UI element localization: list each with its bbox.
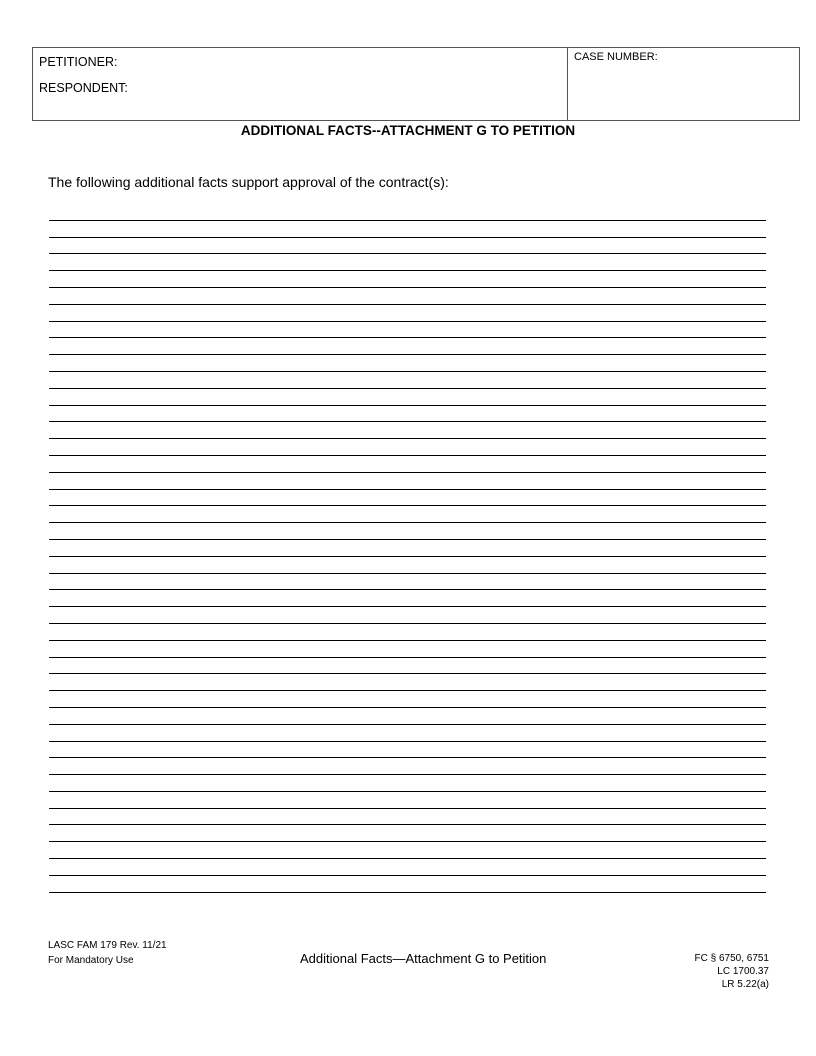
writing-line[interactable] [49, 674, 766, 691]
ref-lc: LC 1700.37 [717, 966, 769, 977]
writing-line[interactable] [49, 523, 766, 540]
writing-line[interactable] [49, 204, 766, 221]
writing-line[interactable] [49, 456, 766, 473]
writing-line[interactable] [49, 792, 766, 809]
writing-line[interactable] [49, 355, 766, 372]
writing-line[interactable] [49, 725, 766, 742]
writing-line[interactable] [49, 372, 766, 389]
party-names-box [33, 48, 568, 120]
writing-line[interactable] [49, 775, 766, 792]
petitioner-label: PETITIONER: [39, 55, 118, 69]
writing-line[interactable] [49, 389, 766, 406]
writing-line[interactable] [49, 473, 766, 490]
writing-line[interactable] [49, 809, 766, 826]
writing-line[interactable] [49, 758, 766, 775]
writing-line[interactable] [49, 876, 766, 893]
intro-text: The following additional facts support approval of the contract(s): [48, 174, 449, 190]
writing-line[interactable] [49, 540, 766, 557]
ref-fc: FC § 6750, 6751 [694, 953, 769, 964]
writing-line[interactable] [49, 590, 766, 607]
case-number-label: CASE NUMBER: [574, 51, 658, 63]
writing-line[interactable] [49, 658, 766, 675]
writing-line[interactable] [49, 338, 766, 355]
writing-line[interactable] [49, 708, 766, 725]
respondent-label: RESPONDENT: [39, 81, 128, 95]
case-number-box [568, 48, 799, 120]
writing-line[interactable] [49, 254, 766, 271]
writing-line[interactable] [49, 490, 766, 507]
writing-line[interactable] [49, 271, 766, 288]
writing-line[interactable] [49, 742, 766, 759]
writing-line[interactable] [49, 288, 766, 305]
writing-line[interactable] [49, 221, 766, 238]
footer-title: Additional Facts—Attachment G to Petition [300, 951, 547, 966]
page-title: ADDITIONAL FACTS--ATTACHMENT G TO PETITION [240, 123, 576, 138]
writing-line[interactable] [49, 422, 766, 439]
writing-line[interactable] [49, 607, 766, 624]
writing-line[interactable] [49, 557, 766, 574]
writing-line[interactable] [49, 439, 766, 456]
writing-line[interactable] [49, 641, 766, 658]
mandatory-use: For Mandatory Use [48, 955, 134, 966]
writing-line[interactable] [49, 624, 766, 641]
footer-refs [695, 952, 770, 991]
ref-lr: LR 5.22(a) [721, 979, 769, 990]
writing-line[interactable] [49, 322, 766, 339]
form-id: LASC FAM 179 Rev. 11/21 [48, 940, 167, 951]
writing-line[interactable] [49, 238, 766, 255]
writing-line[interactable] [49, 691, 766, 708]
writing-line[interactable] [49, 506, 766, 523]
writing-lines [49, 204, 766, 893]
case-caption [32, 47, 800, 121]
writing-line[interactable] [49, 574, 766, 591]
writing-line[interactable] [49, 842, 766, 859]
footer-left [48, 938, 167, 968]
writing-line[interactable] [49, 406, 766, 423]
writing-line[interactable] [49, 305, 766, 322]
writing-line[interactable] [49, 825, 766, 842]
writing-line[interactable] [49, 859, 766, 876]
